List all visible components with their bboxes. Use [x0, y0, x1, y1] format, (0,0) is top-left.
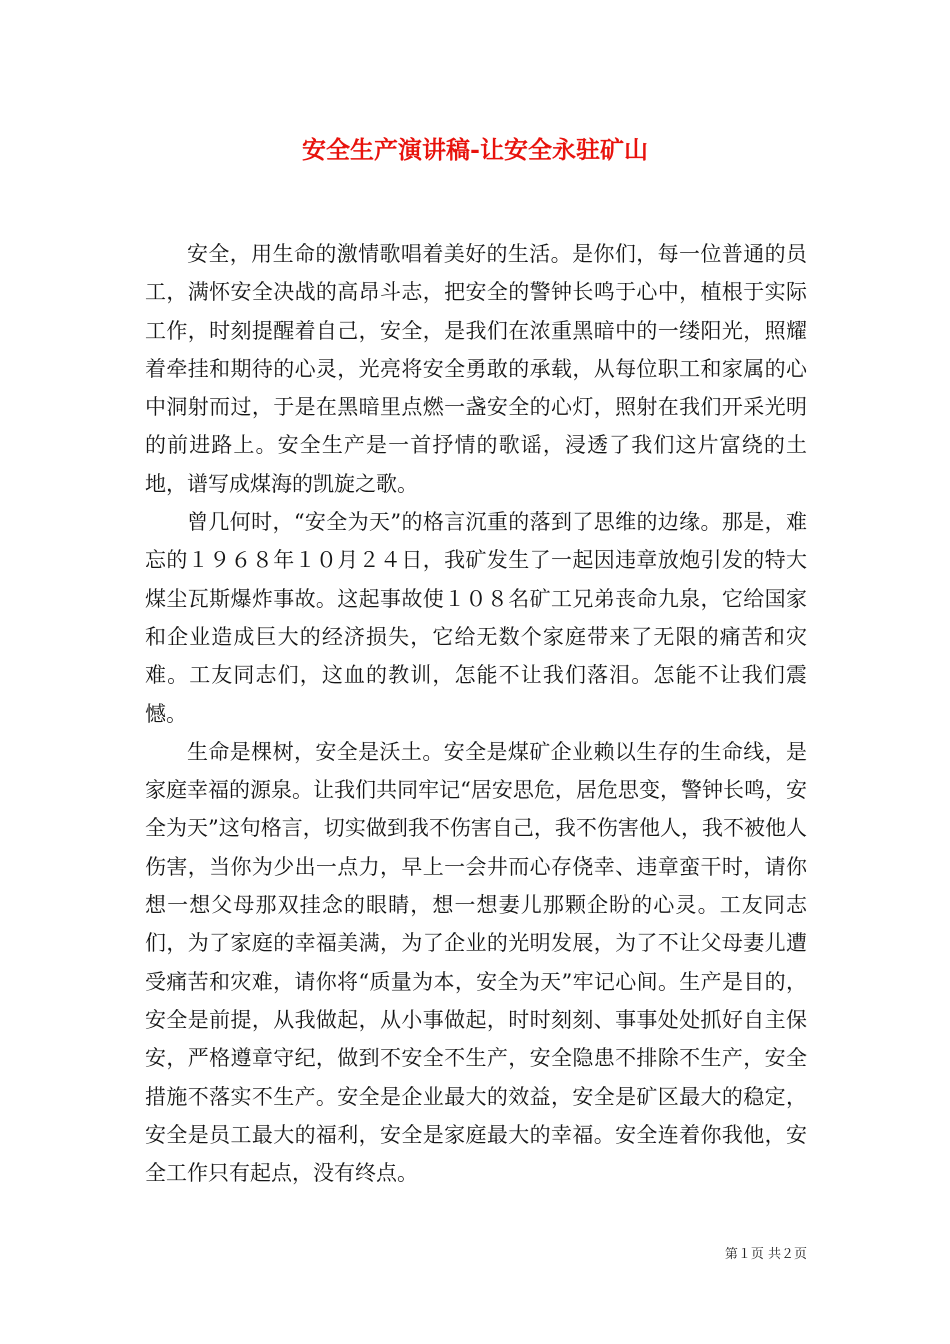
paragraph-1: 安全，用生命的激情歌唱着美好的生活。是你们，每一位普通的员工，满怀安全决战的高昂斗志，把安全的警钟长鸣于心中，植根于实际工作，时刻提醒着自己，安全，是我们在浓重黑暗中的一缕阳光，照耀着牵挂和期待的心灵，光亮将安全勇敢的承载，从每位职工和家属的心中洞射而过，于是在黑暗里点燃一盏安全的心灯，照射在我们开采光明的前进路上。安全生产是一首抒情的歌谣，浸透了我们这片富绕的土地，谱写成煤海的凯旋之歌。 [145, 242, 807, 496]
document-body [145, 235, 807, 1192]
paragraph-2: 曾几何时，“安全为天”的格言沉重的落到了思维的边缘。那是，难忘的１９６８年１０月２４日，我矿发生了一起因违章放炮引发的特大煤尘瓦斯爆炸事故。这起事故使１０８名矿工兄弟丧命九泉，它给国家和企业造成巨大的经济损失，它给无数个家庭带来了无限的痛苦和灾难。工友同志们，这血的教训，怎能不让我们落泪。怎能不让我们震憾。 [145, 510, 807, 726]
paragraph-3: 生命是棵树，安全是沃土。安全是煤矿企业赖以生存的生命线，是家庭幸福的源泉。让我们共同牢记“居安思危，居危思变，警钟长鸣，安全为天”这句格言，切实做到我不伤害自己，我不伤害他人，我不被他人伤害，当你为少出一点力，早上一会井而心存侥幸、违章蛮干时，请你想一想父母那双挂念的眼睛，想一想妻儿那颗企盼的心灵。工友同志们，为了家庭的幸福美满，为了企业的光明发展，为了不让父母妻儿遭受痛苦和灾难，请你将“质量为本，安全为天”牢记心间。生产是目的，安全是前提，从我做起，从小事做起，时时刻刻、事事处处抓好自主保安，严格遵章守纪，做到不安全不生产，安全隐患不排除不生产，安全措施不落实不生产。安全是企业最大的效益，安全是矿区最大的稳定，安全是员工最大的福利，安全是家庭最大的幸福。安全连着你我他，安全工作只有起点，没有终点。 [145, 739, 807, 1186]
page-number-footer: 第１页 共２页 [724, 1247, 807, 1262]
document-title: 安全生产演讲稿-让安全永驻矿山 [302, 135, 648, 164]
